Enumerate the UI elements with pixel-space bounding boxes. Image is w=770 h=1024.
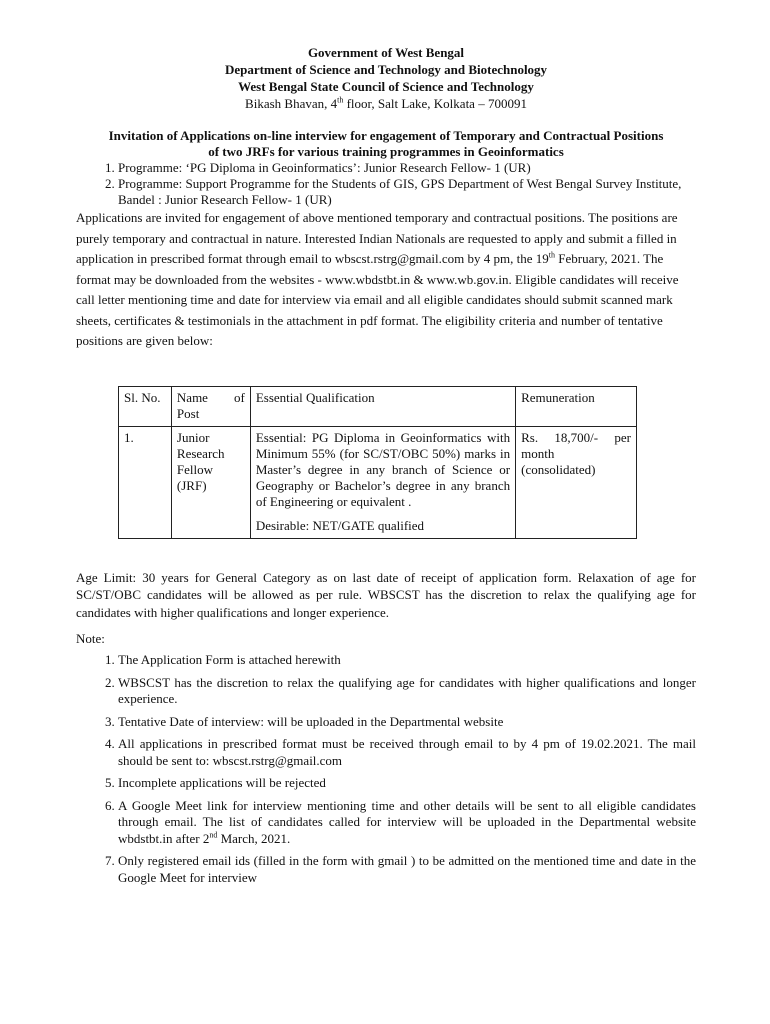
address-part-b: floor, Salt Lake, Kolkata – 700091 — [343, 96, 527, 111]
cell-post: Junior Research Fellow (JRF) — [171, 426, 250, 538]
address-line — [76, 95, 696, 112]
desirable-qualification-text: Desirable: NET/GATE qualified — [255, 517, 425, 533]
intro-superscript: th — [548, 250, 556, 260]
essential-qualification-text: Essential: PG Diploma in Geoinformatics with Minimum 55% (for SC/ST/OBC 50%) marks in Master’s degree in any branch of Science or Geography or Bachelor’s degree in any branch of Engineering or equivalent . — [255, 429, 511, 509]
note-item: 7. Only registered email ids (filled in the form with gmail ) to be admitted on the mentioned time and date in the Google Meet for interview — [118, 853, 696, 886]
note-item: 3. Tentative Date of interview: will be uploaded in the Departmental website — [118, 714, 696, 731]
note-item: 5. Incomplete applications will be rejected — [118, 775, 696, 792]
header-essential-qualification: Essential Qualification — [250, 386, 515, 426]
note-item: 4. All applications in prescribed format must be received through email to by 4 pm of 19.02.2021. The mail should be sent to: wbscst.rstrg@gmail.com — [118, 736, 696, 769]
programme-item: 2. Programme: Support Programme for the Students of GIS, GPS Department of West Bengal Survey Institute, Bandel : Junior Research Fellow- 1 (UR) — [118, 176, 696, 208]
government-line: Government of West Bengal — [307, 45, 465, 60]
header-remuneration: Remuneration — [516, 386, 637, 426]
note-item — [118, 798, 696, 848]
intro-paragraph — [76, 208, 696, 352]
council-line: West Bengal State Council of Science and Technology — [238, 79, 534, 94]
address-superscript: th — [337, 95, 344, 105]
note-6-text-a: A Google Meet link for interview mentioning time and other details will be sent to all eligible candidates through email. The list of candidates called for interview will be uploaded in the Departmental website wbdstbt.in after 2 — [118, 797, 696, 846]
note-6-text-b: March, 2021. — [217, 830, 291, 846]
document-page — [76, 44, 696, 892]
header-name-of-post: Name of Post — [171, 386, 250, 426]
header-sl-no: Sl. No. — [119, 386, 172, 426]
title-line-1: Invitation of Applications on-line interview for engagement of Temporary and Contractual Positions — [108, 128, 664, 143]
cell-sl-no: 1. — [119, 426, 172, 538]
cell-qualification — [250, 426, 515, 538]
note-item: 2. WBSCST has the discretion to relax the qualifying age for candidates with higher qualifications and longer experience. — [118, 675, 696, 708]
department-line: Department of Science and Technology and Biotechnology — [224, 62, 548, 77]
notes-list — [76, 652, 696, 886]
table-header-row — [119, 386, 637, 426]
note-6-superscript: nd — [209, 830, 218, 840]
title-line-2: of two JRFs for various training programmes in Geoinformatics — [208, 144, 564, 159]
age-limit-paragraph: Age Limit: 30 years for General Category as on last date of receipt of application form. Relaxation of age for SC/ST/OBC candidates will be allowed as per rule. WBSCST has the discretion to relax the qualifying age for candidates with higher qualifications and longer experience. — [76, 569, 696, 620]
programme-list — [76, 160, 696, 208]
address-part-a: Bikash Bhavan, 4 — [245, 96, 338, 111]
note-item: 1. The Application Form is attached herewith — [118, 652, 696, 669]
notice-title — [76, 128, 696, 160]
letterhead — [76, 44, 696, 112]
table-row — [119, 426, 637, 538]
eligibility-table — [118, 386, 637, 539]
cell-remuneration: Rs. 18,700/- per month (consolidated) — [516, 426, 637, 538]
programme-item: 1. Programme: ‘PG Diploma in Geoinformatics’: Junior Research Fellow- 1 (UR) — [118, 160, 696, 176]
intro-text-2: February, 2021. The format may be downloaded from the websites - www.wbdstbt.in & www.wb.gov.in. Eligible candidates will receive call letter mentioning time and date for interview via email and all eligible candidates should submit scanned mark sheets, certificates & testimonials in the attachment in pdf format. The eligibility criteria and number of tentative positions are given below: — [76, 251, 679, 348]
intro-text-1: Applications are invited for engagement of above mentioned temporary and contractual positions. The positions are purely temporary and contractual in nature. Interested Indian Nationals are requested to apply and submit a filled in application in prescribed format through email to wbscst.rstrg@gmail.com by 4 pm, the 19 — [76, 210, 678, 266]
note-heading: Note: — [76, 631, 105, 646]
